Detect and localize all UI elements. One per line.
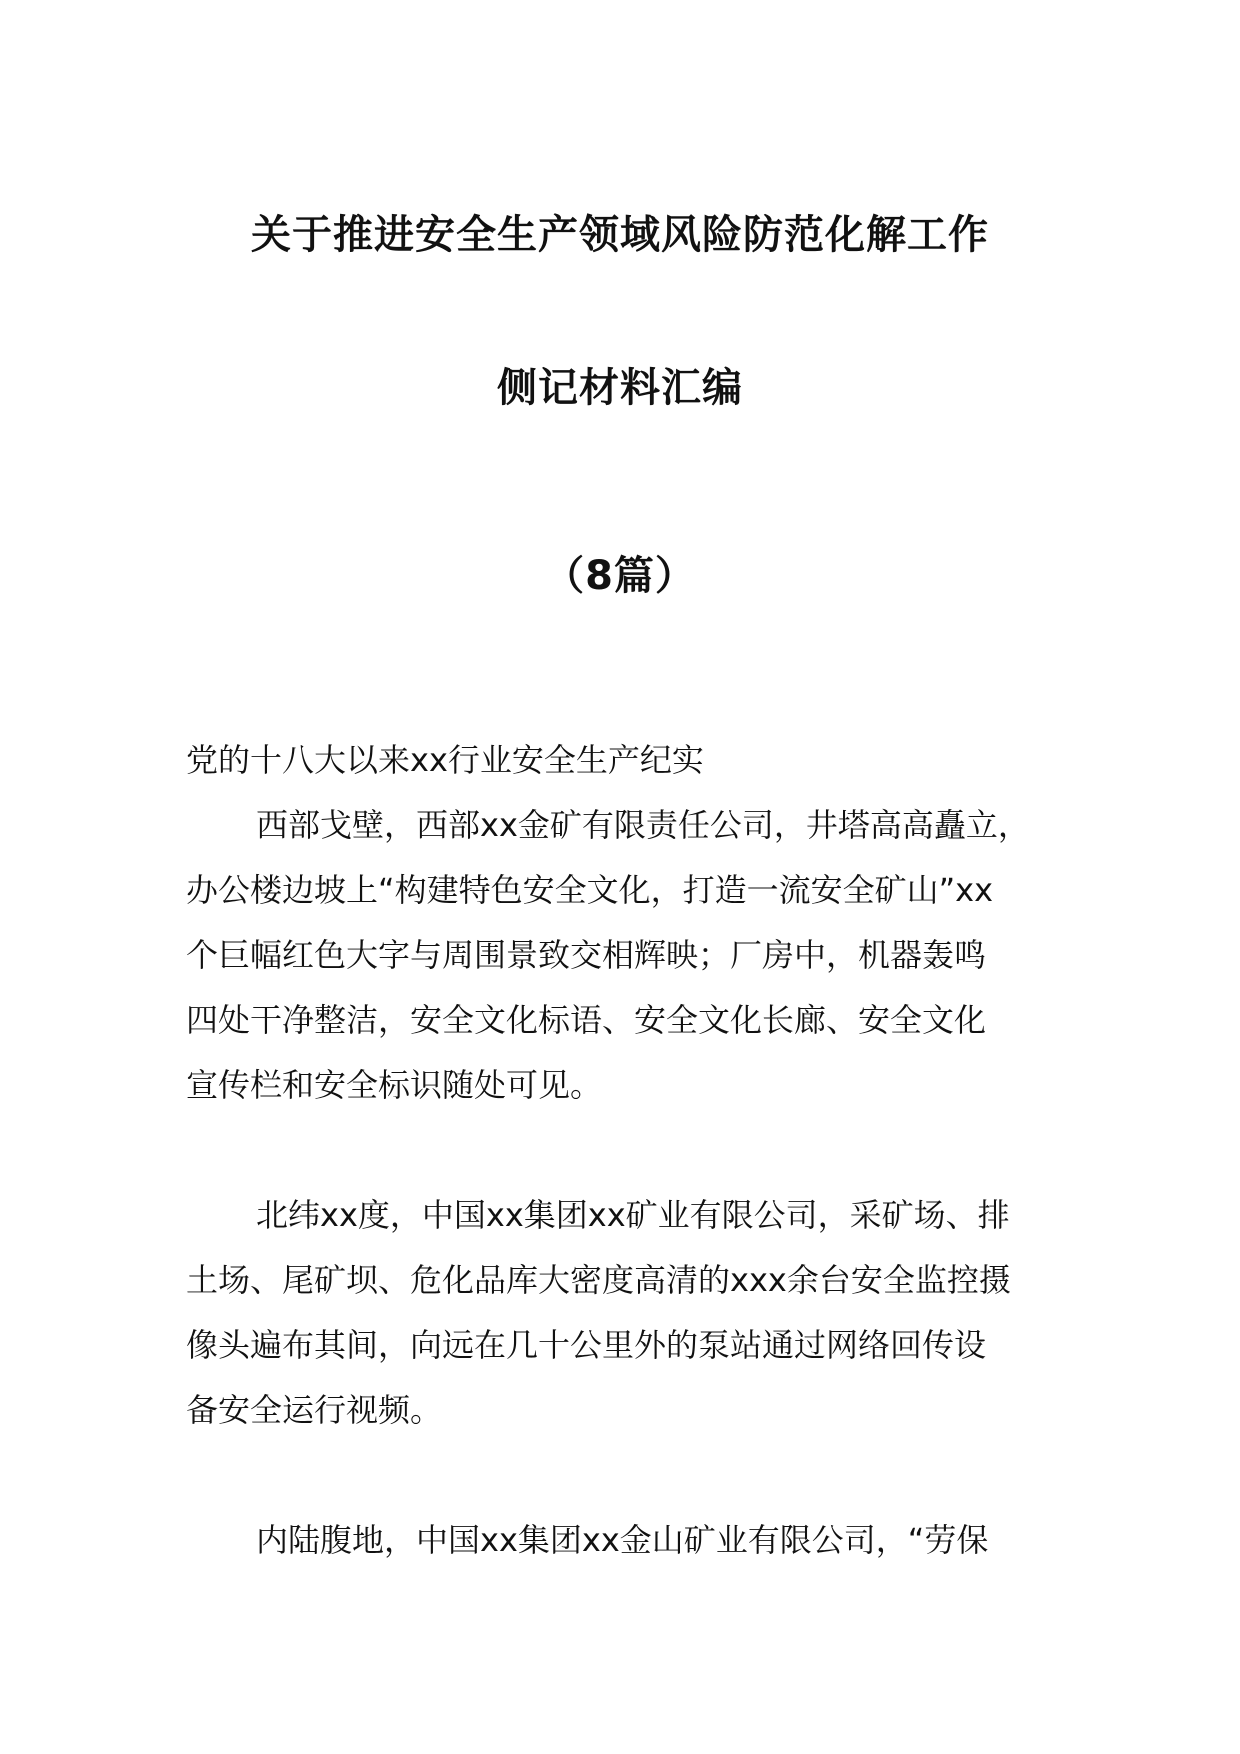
paragraph-spacer: [186, 1443, 1086, 1508]
paragraph-line: 备安全运行视频。: [186, 1391, 443, 1429]
document-title-line-1: 关于推进安全生产领域风险防范化解工作: [251, 212, 989, 258]
section-heading: 党的十八大以来xx行业安全生产纪实: [186, 741, 704, 779]
document-title-line-2: 侧记材料汇编: [497, 365, 743, 411]
paragraph-1: [186, 793, 1086, 1118]
paragraph-line: 北纬xx度，中国xx集团xx矿业有限公司，采矿场、排: [256, 1196, 1010, 1234]
paragraph-line: 办公楼边坡上“构建特色安全文化，打造一流安全矿山”xx: [186, 871, 994, 909]
paragraph-line: 像头遍布其间，向远在几十公里外的泵站通过网络回传设: [186, 1326, 987, 1364]
paragraph-line: 土场、尾矿坝、危化品库大密度高清的xxx余台安全监控摄: [186, 1261, 1011, 1299]
paragraph-3: [186, 1508, 1086, 1573]
document-title-count: （8篇）: [544, 553, 696, 599]
document-body: [186, 728, 1086, 1573]
paragraph-line: 四处干净整洁，安全文化标语、安全文化长廊、安全文化: [186, 1001, 987, 1039]
paragraph-line: 宣传栏和安全标识随处可见。: [186, 1066, 603, 1104]
paragraph-line: 内陆腹地，中国xx集团xx金山矿业有限公司，“劳保: [256, 1521, 989, 1559]
paragraph-line: 个巨幅红色大字与周围景致交相辉映；厂房中，机器轰鸣: [186, 936, 987, 974]
paragraph-spacer: [186, 1118, 1086, 1183]
paragraph-2: [186, 1183, 1086, 1443]
paragraph-line: 西部戈壁，西部xx金矿有限责任公司，井塔高高矗立，: [256, 806, 1030, 844]
